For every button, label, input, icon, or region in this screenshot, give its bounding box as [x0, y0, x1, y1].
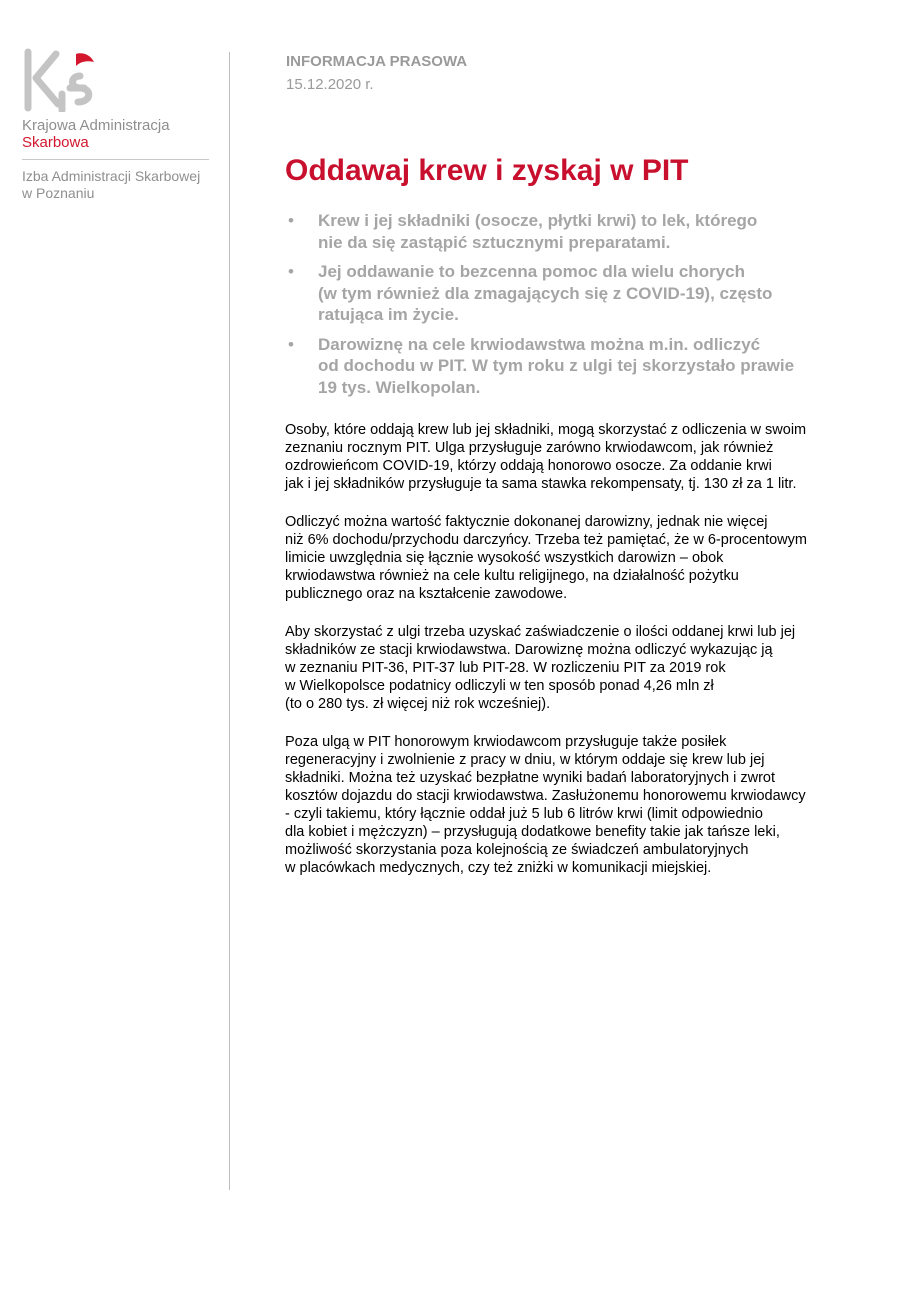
article-body — [285, 421, 855, 897]
press-release-date: 15.12.2020 r. — [286, 76, 374, 93]
vertical-divider — [229, 52, 230, 1190]
press-release-label: INFORMACJA PRASOWA — [286, 53, 468, 70]
key-point — [286, 261, 866, 326]
chamber-name: Izba Administracji Skarbowej w Poznaniu — [22, 168, 201, 201]
body-paragraph: Poza ulgą w PIT honorowym krwiodawcom przysługuje także posiłek regeneracyjny i zwolnienie z pracy w dniu, w którym oddaje się krew lub jej składniki. Można też uzyskać bezpłatne wyniki badań laboratoryjnych i zwrot kosztów dojazdu do stacji krwiodawstwa. Zasłużonemu honorowemu krwiodawcy - czyli takiemu, który łącznie oddał już 5 lub 6 litrów krwi (limit odpowiednio dla kobiet i mężczyzn) – przysługują dodatkowe benefity takie jak tańsze leki, możliwość skorzystania poza kolejnością ze świadczeń ambulatoryjnych w placówkach medycznych, czy też zniżki w komunikacji miejskiej. — [285, 734, 806, 876]
bullet-icon: • — [288, 211, 294, 230]
bullet-icon: • — [288, 262, 294, 281]
page-title: Oddawaj krew i zyskaj w PIT — [285, 154, 689, 187]
body-paragraph: Aby skorzystać z ulgi trzeba uzyskać zaświadczenie o ilości oddanej krwi lub jej składników ze stacji krwiodawstwa. Darowiznę można odliczyć wykazując ją w zeznaniu PIT-36, PIT-37 lub PIT-28. W rozliczeniu PIT za 2019 rok w Wielkopolsce podatnicy odliczyli w ten sposób ponad 4,26 mln zł (to o 280 tys. zł więcej niż rok wcześniej). — [285, 624, 796, 712]
key-point-text: Jej oddawanie to bezcenna pomoc dla wielu chorych (w tym również dla zmagających się z COVID-19), często ratująca im życie. — [318, 262, 773, 324]
key-point-text: Darowiznę na cele krwiodawstwa można m.in. odliczyć od dochodu w PIT. W tym roku z ulgi tej skorzystało prawie 19 tys. Wielkopolan. — [318, 334, 795, 397]
org-name-line2: Skarbowa — [22, 134, 89, 151]
key-point — [286, 210, 866, 253]
key-point-text: Krew i jej składniki (osocze, płytki krwi) to lek, którego nie da się zastąpić sztucznymi preparatami. — [318, 211, 758, 252]
kas-logo-icon — [22, 48, 102, 112]
key-point — [286, 334, 866, 399]
bullet-icon: • — [288, 334, 294, 354]
org-name-line1: Krajowa Administracja — [22, 117, 170, 134]
header-divider — [22, 159, 209, 160]
org-name — [22, 117, 212, 151]
key-points-list — [286, 210, 866, 406]
body-paragraph: Odliczyć można wartość faktycznie dokonanej darowizny, jednak nie więcej niż 6% dochodu/przychodu darczyńcy. Trzeba też pamiętać, że w 6-procentowym limicie uwzględnia się łącznie wysokość wszystkich darowizn – obok krwiodawstwa również na cele kultu religijnego, na działalność pożytku publicznego oraz na kształcenie zawodowe. — [285, 514, 807, 602]
body-paragraph: Osoby, które oddają krew lub jej składniki, mogą skorzystać z odliczenia w swoim zeznaniu rocznym PIT. Ulga przysługuje zarówno krwiodawcom, jak również ozdrowieńcom COVID-19, którzy oddają honorowo osocze. Za oddanie krwi jak i jej składników przysługuje ta sama stawka rekompensaty, tj. 130 zł za 1 litr. — [285, 422, 807, 492]
